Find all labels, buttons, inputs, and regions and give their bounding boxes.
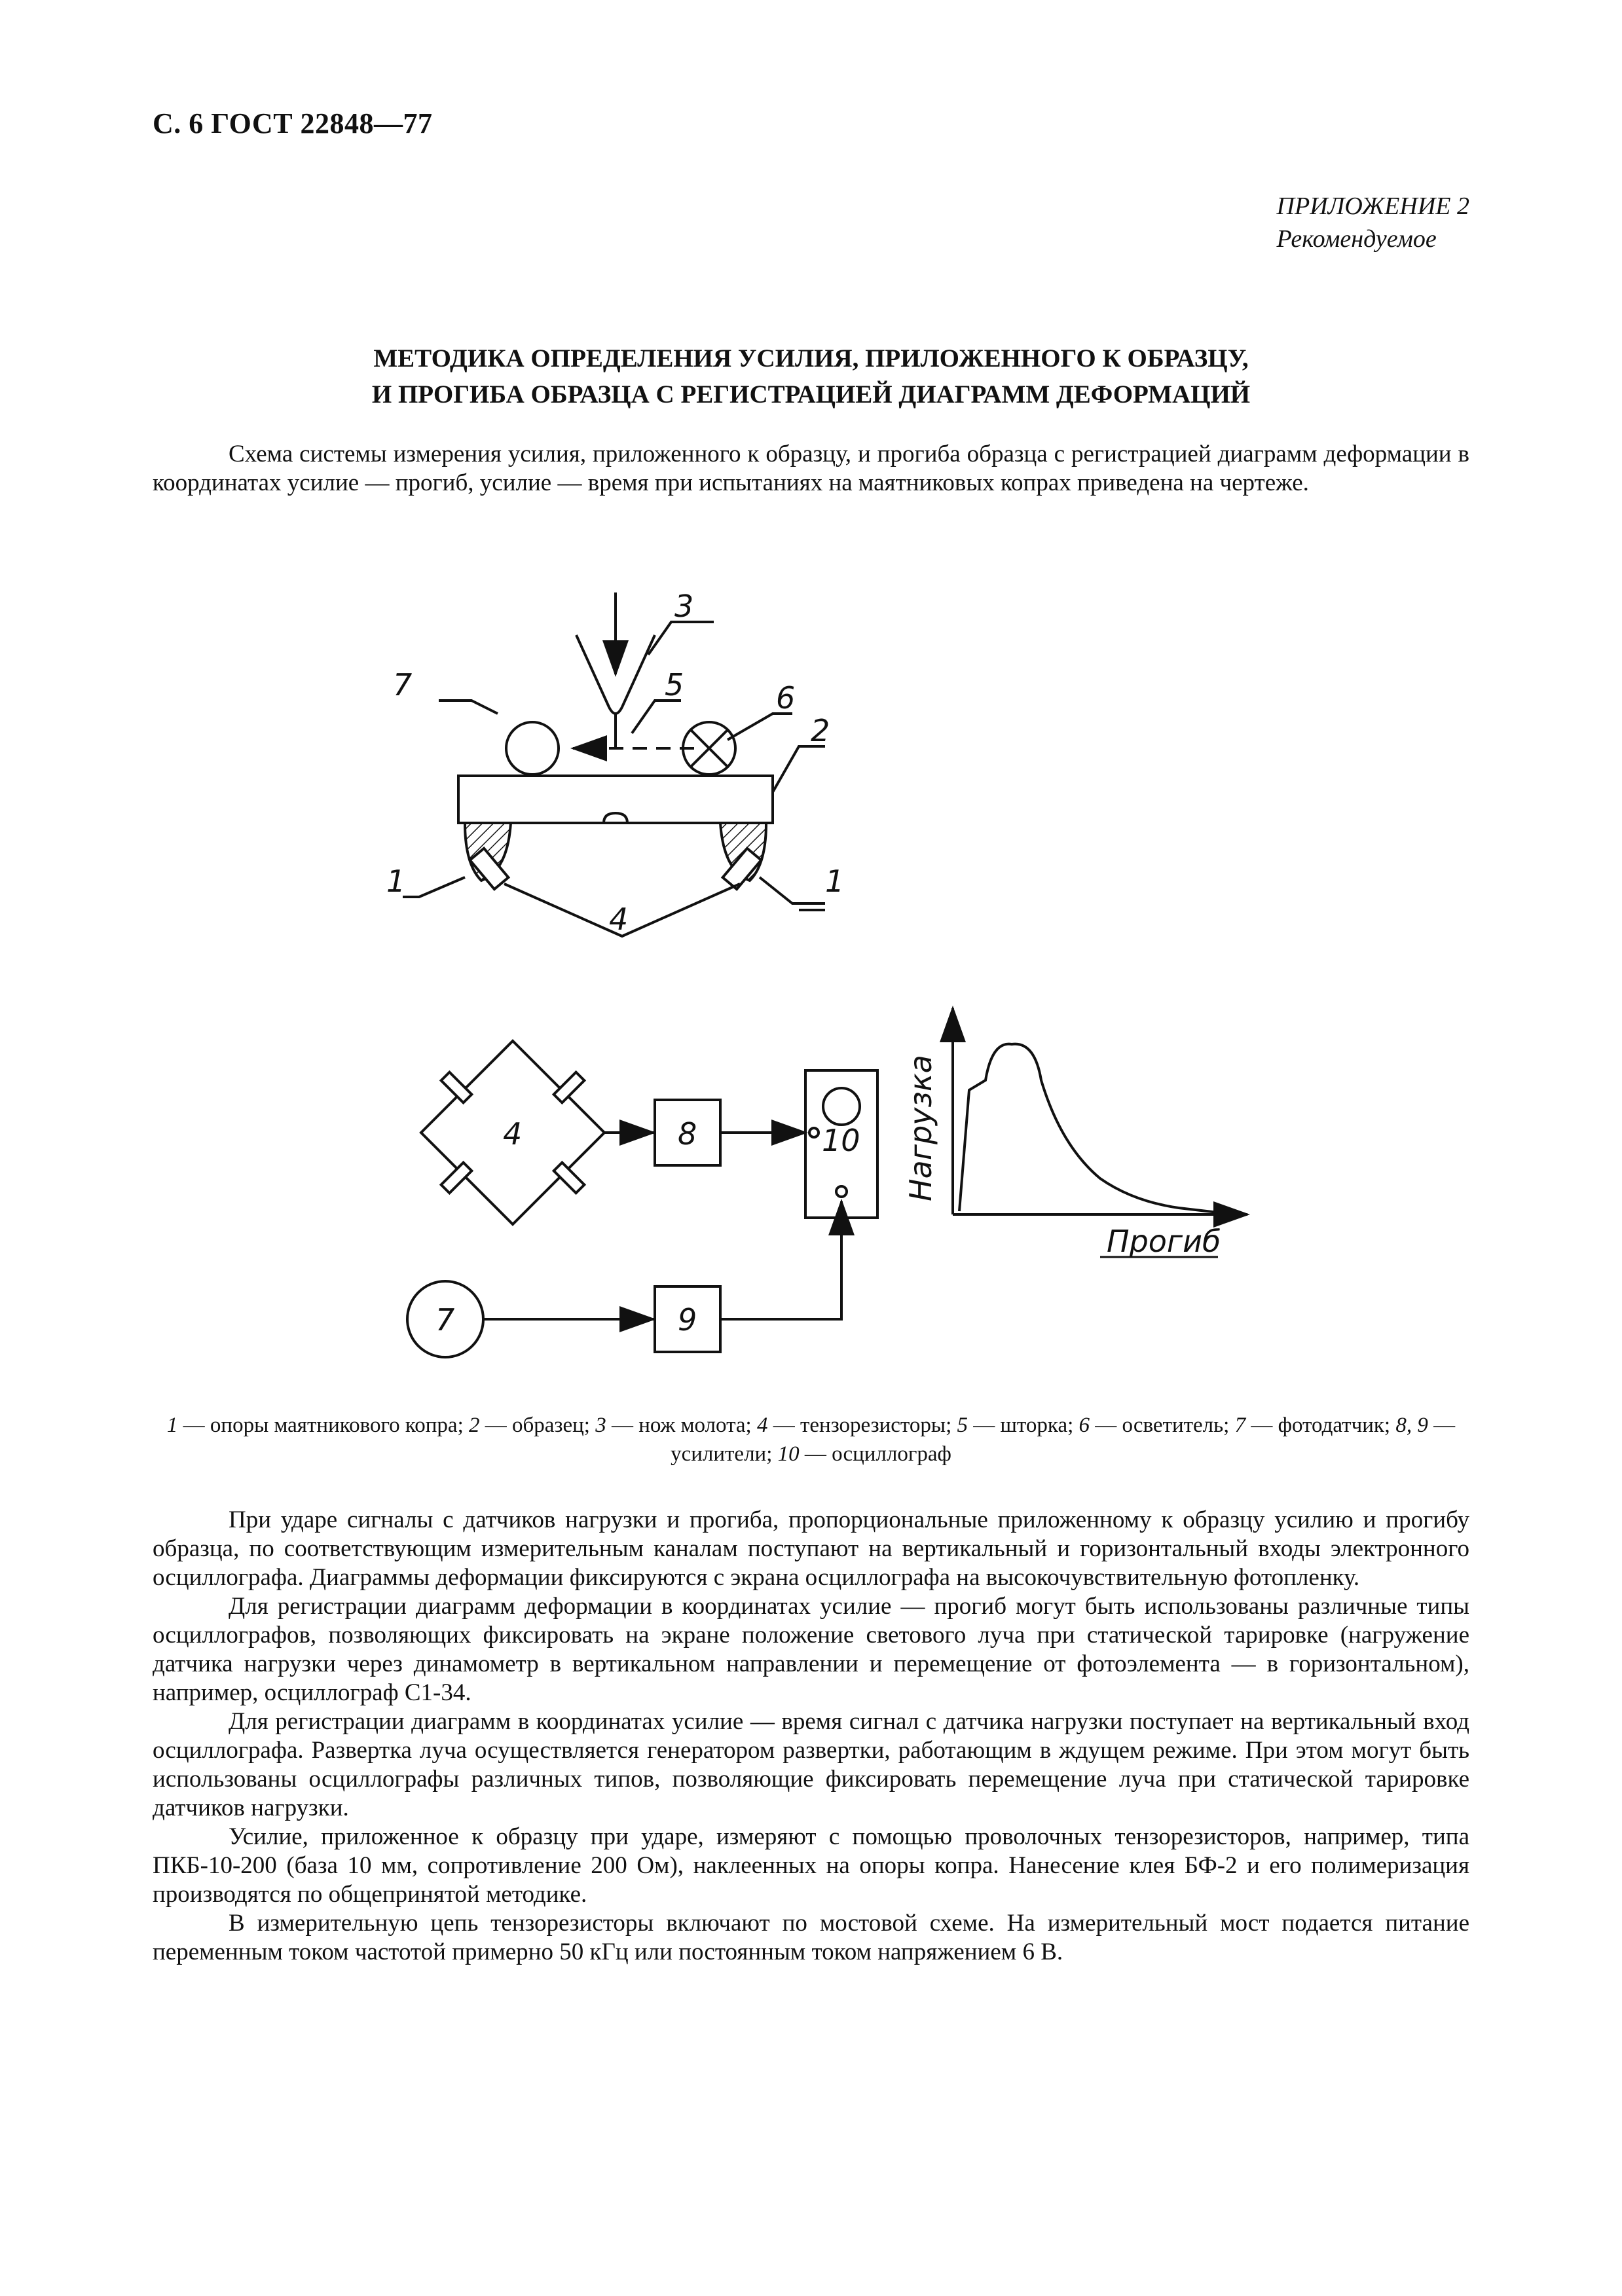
appendix-block [1277, 190, 1469, 255]
block-label-bridge: 4 [503, 1116, 523, 1152]
body-paragraph-5: В измерительную цепь тензорезисторы включают по мостовой схеме. На измерительный мост подается питание переменным током частотой примерно 50 кГц или постоянным током напряжением 6 В. [153, 1910, 1469, 1965]
graph-x-label: Прогиб [1107, 1224, 1221, 1259]
label-2: 2 [811, 713, 830, 748]
appendix-status: Рекомендуемое [1276, 225, 1437, 253]
photodetector [506, 722, 559, 774]
legend-item: 1 — опоры маятникового копра; [166, 1413, 469, 1437]
intro-paragraph: Схема системы измерения усилия, приложенного к образцу, и прогиба образца с регистрацией диаграмм деформации в координатах усилие — прогиб, усилие — время при испытаниях на маятниковых копрах приведена на чертеже. [153, 441, 1469, 496]
title-line-1: МЕТОДИКА ОПРЕДЕЛЕНИЯ УСИЛИЯ, ПРИЛОЖЕННОГО К ОБРАЗЦУ, [373, 344, 1249, 373]
label-5: 5 [665, 667, 684, 702]
label-1-right: 1 [825, 864, 845, 899]
graph-y-label: Нагрузка [903, 1055, 938, 1201]
legend-item: 2 — образец; [469, 1413, 596, 1437]
label-4: 4 [609, 902, 629, 937]
scheme-drawing [367, 583, 1283, 1427]
body-paragraph-3: Для регистрации диаграмм в координатах усилие — время сигнал с датчика нагрузки поступает на вертикальный вход осциллографа. Развертка луча осуществляется генератором развертки, работающим в ждущем режиме. При этом могут быть использованы осциллографы различных типов, позволяющие фиксировать перемещение луча при статической тарировке датчиков нагрузки. [153, 1708, 1469, 1821]
specimen [458, 776, 773, 823]
body-paragraph-1: При ударе сигналы с датчиков нагрузки и прогиба, пропорциональные приложенному к образцу усилию и прогибу образца, по соответствующим измерительным каналам поступают на вертикальный и горизонтальный входы электронного осциллографа. Диаграммы деформации фиксируются с экрана осциллографа на высокочувствительную фотопленку. [153, 1506, 1469, 1591]
deformation-graph [953, 1008, 1247, 1214]
block-label-7: 7 [435, 1302, 455, 1338]
measurement-scheme-figure [367, 583, 1283, 1427]
legend-item: 10 — осциллограф [777, 1442, 951, 1466]
document-title [153, 340, 1469, 412]
label-7: 7 [393, 667, 413, 702]
block-label-10: 10 [822, 1123, 860, 1158]
label-1-left: 1 [386, 864, 406, 899]
legend-item: 5 — шторка; [957, 1413, 1079, 1437]
block-diagram [407, 1041, 877, 1357]
body-paragraph-2: Для регистрации диаграмм деформации в координатах усилие — прогиб могут быть использованы различные типы осциллографов, позволяющих фиксировать на экране положение светового луча при статической тарировке (нагружение датчика нагрузки через динамометр в вертикальном направлении и перемещение от фотоэлемента — в горизонтальном), например, осциллограф С1-34. [153, 1593, 1469, 1706]
graph-curve [959, 1044, 1218, 1212]
legend-item: 4 — тензорезисторы; [756, 1413, 957, 1437]
legend-item: 7 — фотодатчик; [1234, 1413, 1396, 1437]
label-3: 3 [674, 589, 694, 624]
legend-item: 8, 9 — усилители; [671, 1413, 1456, 1466]
body-text [153, 1506, 1469, 1967]
block-label-9: 9 [678, 1302, 697, 1338]
figure-legend [153, 1411, 1469, 1468]
block-label-8: 8 [678, 1116, 697, 1152]
label-6: 6 [776, 680, 796, 716]
legend-item: 6 — осветитель; [1078, 1413, 1235, 1437]
title-line-2: И ПРОГИБА ОБРАЗЦА С РЕГИСТРАЦИЕЙ ДИАГРАММ ДЕФОРМАЦИЙ [371, 380, 1251, 409]
legend-item: 3 — нож молота; [595, 1413, 757, 1437]
page-header: С. 6 ГОСТ 22848—77 [153, 107, 433, 139]
appendix-label: ПРИЛОЖЕНИЕ 2 [1276, 192, 1469, 220]
body-paragraph-4: Усилие, приложенное к образцу при ударе, измеряют с помощью проволочных тензорезисторов, например, типа ПКБ-10-200 (база 10 мм, сопротивление 200 Ом), наклеенных на опоры копра. Нанесение клея БФ-2 и его полимеризация производятся по общепринятой методике. [153, 1823, 1469, 1908]
mechanical-scheme [403, 592, 825, 936]
